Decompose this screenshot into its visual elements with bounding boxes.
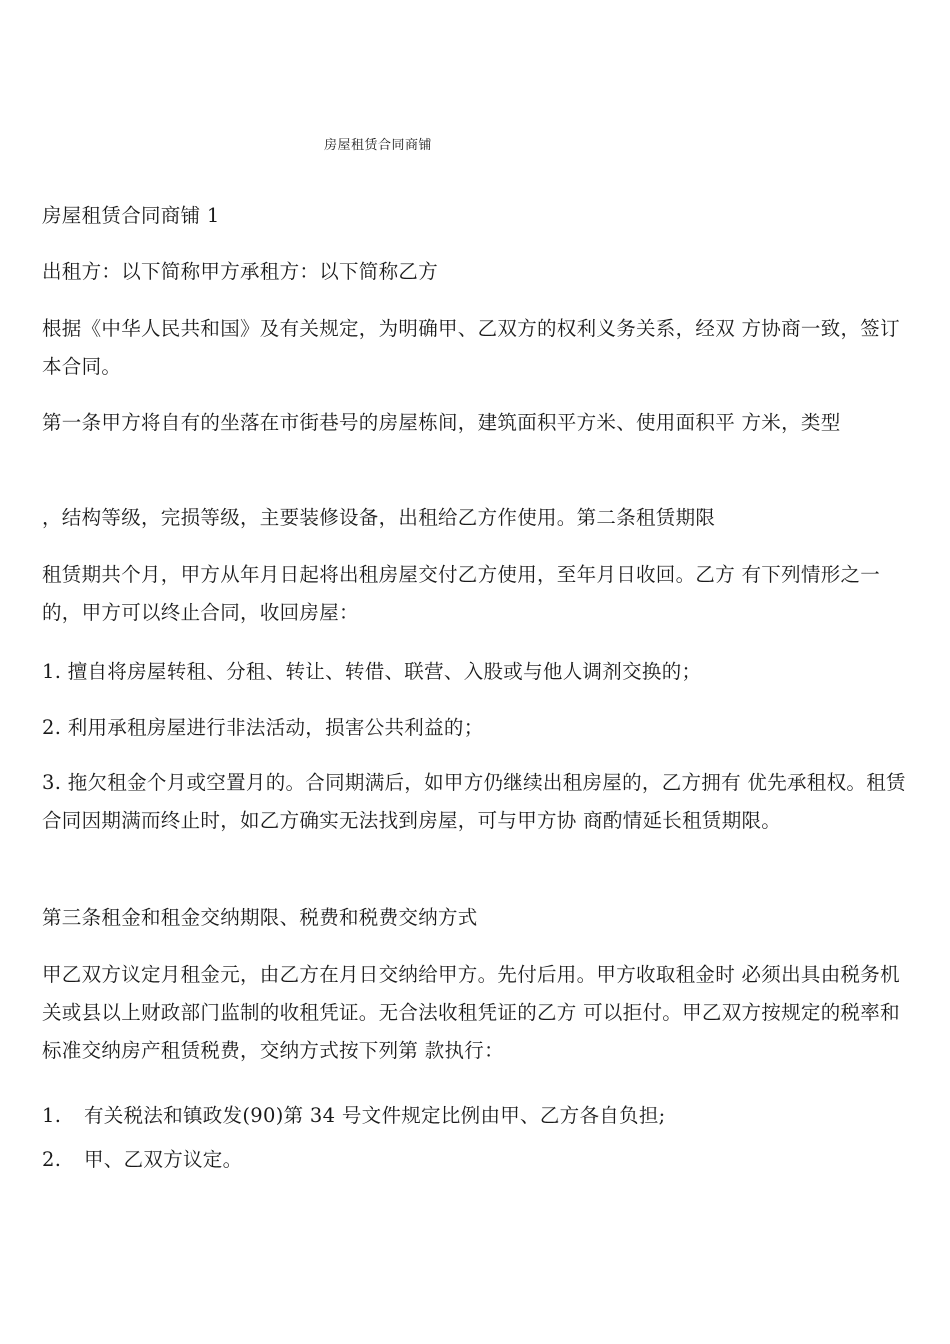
- paragraph-parties: 出租方：以下简称甲方承租方：以下简称乙方: [42, 260, 439, 283]
- paragraph-heading: 房屋租赁合同商铺 1: [42, 204, 220, 227]
- list-text: 甲、乙双方议定。: [84, 1148, 243, 1171]
- paragraph-article-1: 第一条甲方将自有的坐落在市街巷号的房屋栋间，建筑面积平方米、使用面积平 方米，类型: [42, 411, 841, 434]
- list-item: [42, 1141, 912, 1179]
- paragraph-lease-term: 租赁期共个月，甲方从年月日起将出租房屋交付乙方使用，至年月日收回。乙方 有下列情形之一的，甲方可以终止合同，收回房屋：: [42, 563, 881, 624]
- list-item: [42, 1097, 912, 1135]
- paragraph-clause-2: 2. 利用承租房屋进行非法活动，损害公共利益的；: [42, 716, 484, 739]
- paragraph-clause-3: 3. 拖欠租金个月或空置月的。合同期满后，如甲方仍继续出租房屋的，乙方拥有 优先承租权。租赁合同因期满而终止时，如乙方确实无法找到房屋，可与甲方协 商酌情延长租赁期限。: [42, 771, 906, 832]
- paragraph-article-3: 第三条租金和租金交纳期限、税费和税费交纳方式: [42, 906, 478, 929]
- paragraph-rent: 甲乙双方议定月租金元，由乙方在月日交纳给甲方。先付后用。甲方收取租金时 必须出具由税务机关或县以上财政部门监制的收租凭证。无合法收租凭证的乙方 可以拒付。甲乙双方按规定的税率和标准交纳房产租赁税费，交纳方式按下列第 款执行：: [42, 963, 900, 1062]
- paragraph-preamble: 根据《中华人民共和国》及有关规定，为明确甲、乙双方的权利义务关系，经双 方协商一致，签订本合同。: [42, 317, 900, 378]
- paragraph-article-1-cont: ，结构等级，完损等级，主要装修设备，出租给乙方作使用。第二条租赁期限: [42, 506, 716, 529]
- paragraph-clause-1: 1. 擅自将房屋转租、分租、转让、转借、联营、入股或与他人调剂交换的；: [42, 660, 702, 683]
- list-text: 有关税法和镇政发(90)第 34 号文件规定比例由甲、乙方各自负担;: [84, 1104, 666, 1127]
- list-number: 1.: [42, 1104, 62, 1127]
- document-title: 房屋租赁合同商铺: [323, 138, 432, 153]
- list-number: 2.: [42, 1148, 62, 1171]
